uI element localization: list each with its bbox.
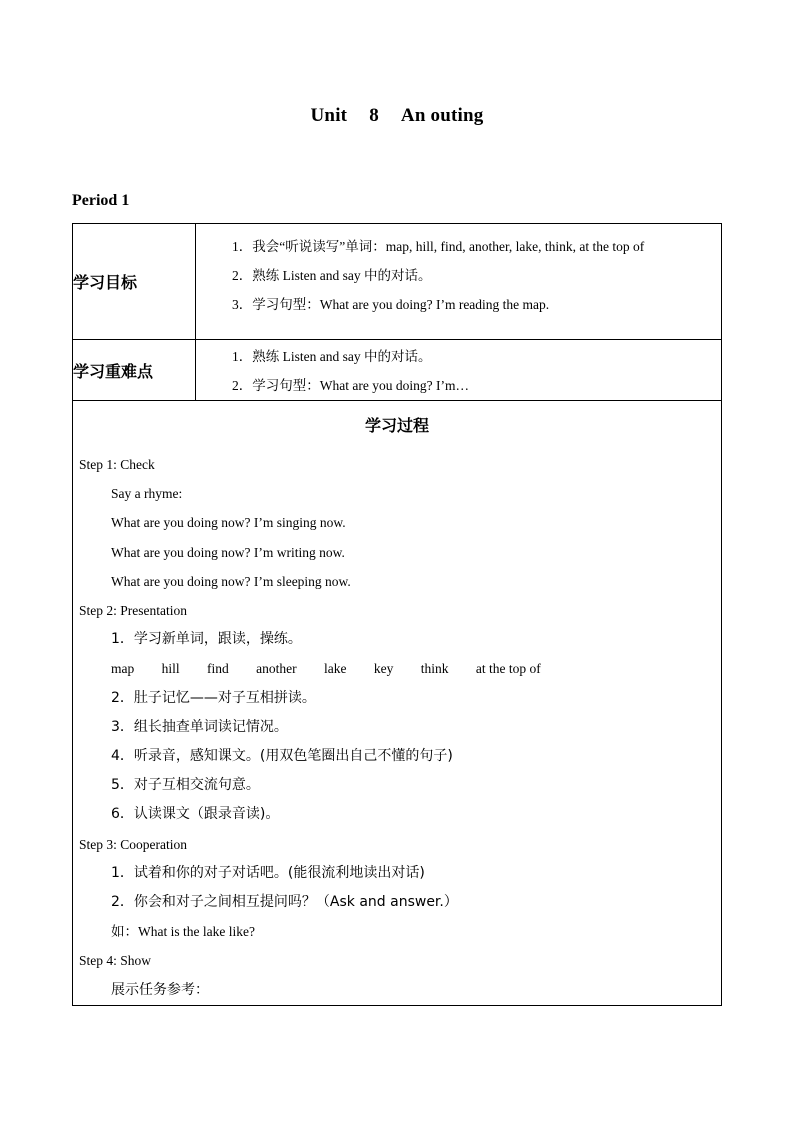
step2-heading: Step 2: Presentation <box>79 603 187 619</box>
goals-content <box>196 224 722 340</box>
goals-row <box>73 224 722 340</box>
step3-item: 1．试着和你的对子对话吧。(能很流利地读出对话) <box>111 864 425 881</box>
step2-item: 4．听录音，感知课文。(用双色笔圈出自己不懂的句子) <box>111 748 453 765</box>
difficulties-content <box>196 340 722 401</box>
document-title <box>0 105 794 127</box>
process-content <box>73 401 722 1006</box>
title-topic: An outing <box>400 105 484 126</box>
goal-line: 2．熟练 Listen and say 中的对话。 <box>232 268 432 283</box>
title-number: 8 <box>369 105 379 126</box>
rhyme-line: What are you doing now? I’m singing now. <box>111 515 346 531</box>
step2-item: 1．学习新单词，跟读，操练。 <box>111 631 302 648</box>
vocab-word: hill <box>161 661 180 677</box>
vocab-word: key <box>373 661 394 677</box>
vocabulary-list <box>79 654 721 683</box>
vocab-word: at the top of <box>475 661 541 677</box>
difficulties-label: 学习重难点 <box>73 340 196 401</box>
lesson-plan-table <box>72 223 722 1006</box>
step2-item: 2．肚子记忆——对子互相拼读。 <box>111 689 316 706</box>
vocab-word: map <box>111 661 135 677</box>
vocab-word: another <box>256 661 297 677</box>
step2-item: 6．认读课文（跟录音读)。 <box>111 806 280 823</box>
title-unit: Unit <box>310 105 348 126</box>
step3-heading: Step 3: Cooperation <box>79 836 187 852</box>
step2-item: 3．组长抽查单词读记情况。 <box>111 718 288 735</box>
rhyme-line: What are you doing now? I’m sleeping now. <box>111 573 351 589</box>
rhyme-label: Say a rhyme: <box>111 486 183 502</box>
step3-item: 2．你会和对子之间相互提问吗？（Ask and answer.） <box>111 894 458 911</box>
vocab-word: think <box>420 661 449 677</box>
difficulties-row <box>73 340 722 401</box>
process-title: 学习过程 <box>364 416 429 435</box>
difficulty-line: 1．熟练 Listen and say 中的对话。 <box>232 349 432 364</box>
step3-item: 如：What is the lake like? <box>111 924 255 940</box>
goal-line: 1．我会“听说读写”单词：map, hill, find, another, lake, think, at the top of <box>232 239 645 254</box>
step1-heading: Step 1: Check <box>79 457 155 472</box>
vocab-word: lake <box>324 661 347 677</box>
step2-item: 5．对子互相交流句意。 <box>111 777 260 794</box>
rhyme-line: What are you doing now? I’m writing now. <box>111 544 345 560</box>
goals-label: 学习目标 <box>73 224 196 340</box>
step4-item: 展示任务参考： <box>111 981 209 998</box>
process-row <box>73 401 722 1006</box>
step4-heading: Step 4: Show <box>79 953 152 969</box>
period-heading: Period 1 <box>72 192 130 209</box>
difficulty-line: 2．学习句型：What are you doing? I’m… <box>232 378 469 393</box>
vocab-word: find <box>207 661 229 677</box>
goal-line: 3．学习句型：What are you doing? I’m reading the map. <box>232 297 550 312</box>
